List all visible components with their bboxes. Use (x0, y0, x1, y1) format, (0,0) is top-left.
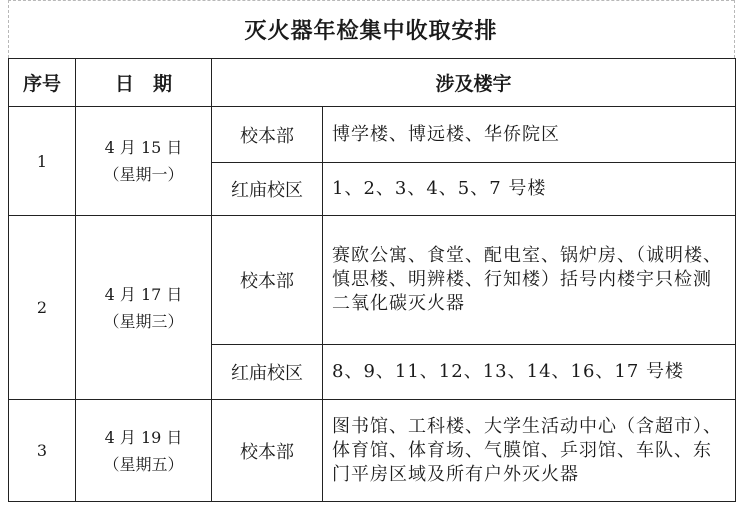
buildings-cell: 8、9、11、12、13、14、16、17 号楼 (323, 345, 736, 400)
row-date (76, 400, 212, 502)
header-buildings: 涉及楼宇 (212, 59, 736, 107)
table-row (9, 107, 736, 163)
buildings-cell: 赛欧公寓、食堂、配电室、锅炉房、（诚明楼、慎思楼、明辨楼、行知楼）括号内楼宇只检测二氧化碳灭火器 (323, 216, 736, 345)
campus-cell: 校本部 (212, 400, 323, 502)
campus-cell: 红庙校区 (212, 345, 323, 400)
header-date: 日 期 (76, 59, 212, 107)
page-title: 灭火器年检集中收取安排 (244, 18, 498, 44)
title-frame-right (734, 0, 735, 58)
campus-cell: 校本部 (212, 216, 323, 345)
schedule-table (8, 58, 736, 502)
date-day: 4 月 17 日 (104, 284, 183, 304)
date-weekday: （星期五） (103, 454, 184, 474)
header-index: 序号 (9, 59, 76, 107)
buildings-cell: 博学楼、博远楼、华侨院区 (323, 107, 736, 163)
row-index: 3 (9, 400, 76, 502)
date-day: 4 月 15 日 (104, 138, 183, 157)
table-row (9, 216, 736, 345)
row-date (76, 107, 212, 216)
date-weekday: （星期三） (103, 311, 184, 331)
table-row (9, 400, 736, 502)
row-index: 2 (9, 216, 76, 400)
campus-cell: 校本部 (212, 107, 323, 163)
buildings-cell: 图书馆、工科楼、大学生活动中心（含超市）、体育馆、体育场、气膜馆、乒羽馆、车队、东门平房区域及所有户外灭火器 (323, 400, 736, 502)
row-index: 1 (9, 107, 76, 216)
date-weekday: （星期一） (103, 165, 184, 184)
date-day: 4 月 19 日 (104, 427, 183, 447)
row-date (76, 216, 212, 400)
campus-cell: 红庙校区 (212, 163, 323, 216)
header-row (9, 59, 736, 107)
buildings-cell: 1、2、3、4、5、7 号楼 (323, 163, 736, 216)
